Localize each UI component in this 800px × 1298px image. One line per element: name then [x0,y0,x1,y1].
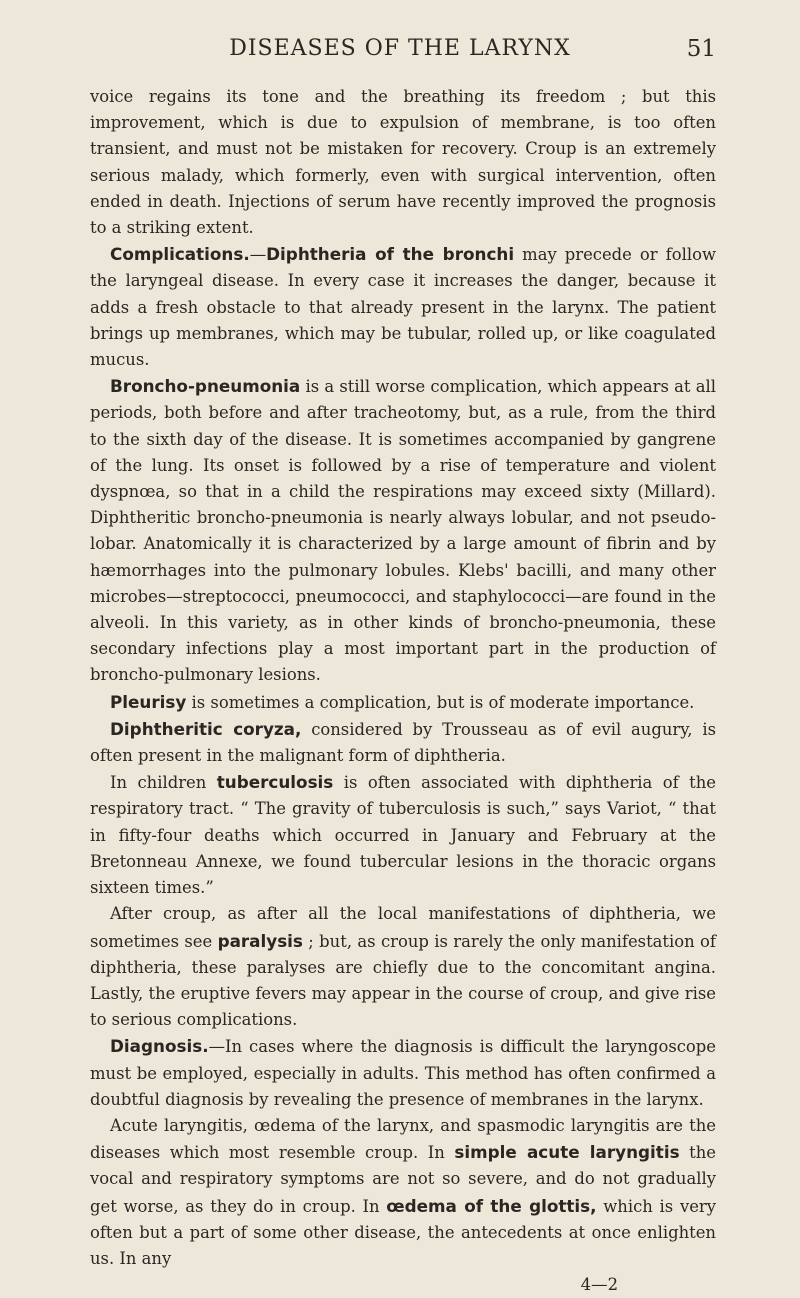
paragraph-text: considered by Trousseau as of evil augury, is often present in the malignant form of diphtheria. [90,719,717,766]
signature-mark: 4—2 [580,1275,618,1295]
heading-diagnosis: Diagnosis. [110,1036,209,1057]
paragraph-text: —In cases where the diagnosis is difficult the laryngoscope must be employed, especially in adults. This method has often confirmed a doubtful diagnosis by revealing the presence of membranes in the larynx. [90,1037,716,1109]
paragraph-1 [90,84,716,241]
paragraph-text: In children [110,773,217,793]
heading-complications: Complications. [110,244,250,265]
paragraph-text: is sometimes a complication, but is of moderate importance. [186,692,695,712]
term-simple-acute-laryngitis: simple acute laryngitis [454,1142,680,1163]
paragraph-broncho-pneumonia [90,373,716,688]
paragraph-text: After croup, as after all the local manifestations of diphtheria, we sometimes see [90,904,716,951]
page-header [0,36,800,70]
paragraph-text: which is very often but a part of some other disease, the antecedents at once enlighten us. In any [90,1196,716,1268]
paragraph-text: Acute laryngitis, œdema of the larynx, and spasmodic laryngitis are the diseases which most resemble croup. In [90,1115,716,1163]
term-pleurisy: Pleurisy [110,691,187,712]
term-diphtheria-of-the-bronchi: Diphtheria of the bronchi [266,244,515,265]
term-broncho-pneumonia: Broncho-pneumonia [110,376,301,397]
paragraph-complications [90,241,716,373]
body-text [90,84,716,1298]
paragraph-acute-laryngitis [90,1113,716,1272]
page-number: 51 [686,36,716,62]
paragraph-text: is often associated with diphtheria of the respiratory tract. “ The gravity of tuberculosis is such,” says Variot, “ that in fifty-four deaths which occurred in January and February at the Bretonneau Annexe, we found tubercular lesions in the thoracic organs sixteen times.” [90,773,716,898]
paragraph-paralysis [90,901,716,1033]
paragraph-text: is a still worse complication, which appears at all periods, both before and after tracheotomy, but, as a rule, from the third to the sixth day of the disease. It is sometimes accompanied by gangrene of the lung. Its onset is followed by a rise of temperature and violent dyspnœa, so that in a child the respirations may exceed sixty (Millard). Diphtheritic broncho-pneumonia is nearly always lobular, and not pseudo-lobar. Anatomically it is characterized by a large amount of fibrin and by hæmorrhages into the pulmonary lobules. Klebs' bacilli, and many other microbes—streptococci, pneumococci, and staphylococci—are found in the alveoli. In this variety, as in other kinds of broncho-pneumonia, these secondary infections play a most important part in the production of broncho-pulmonary lesions. [90,377,716,685]
running-title: DISEASES OF THE LARYNX [229,36,571,61]
paragraph-text: the vocal and respiratory symptoms are not so severe, and do not gradually get worse, as they do in croup. In [90,1143,716,1216]
term-diphtheritic-coryza: Diphtheritic coryza, [110,718,302,739]
paragraph-pleurisy [90,689,716,716]
paragraph-text: may precede or follow the laryngeal disease. In every case it increases the danger, because it adds a fresh obstacle to that already present in the larynx. The patient brings up membranes, which may be tubular, rolled up, or like coagulated mucus. [90,245,716,370]
paragraph-coryza [90,716,716,769]
paragraph-tuberculosis [90,769,716,901]
paragraph-diagnosis [90,1033,716,1113]
paragraph-text: — [249,245,267,265]
term-tuberculosis: tuberculosis [216,772,334,793]
term-paralysis: paralysis [217,930,303,951]
term-oedema-of-the-glottis: œdema of the glottis, [386,1195,597,1216]
paragraph-text: ; but, as croup is rarely the only manifestation of diphtheria, these paralyses are chiefly due to the concomitant angina. Lastly, the eruptive fevers may appear in the course of croup, and give rise to serious complications. [90,931,716,1030]
paragraph-text: voice regains its tone and the breathing its freedom ; but this improvement, which is due to expulsion of membrane, is too often transient, and must not be mistaken for recovery. Croup is an extremely serious malady, which formerly, even with surgical intervention, often ended in death. Injections of serum have recently improved the prognosis to a striking extent. [90,87,716,238]
